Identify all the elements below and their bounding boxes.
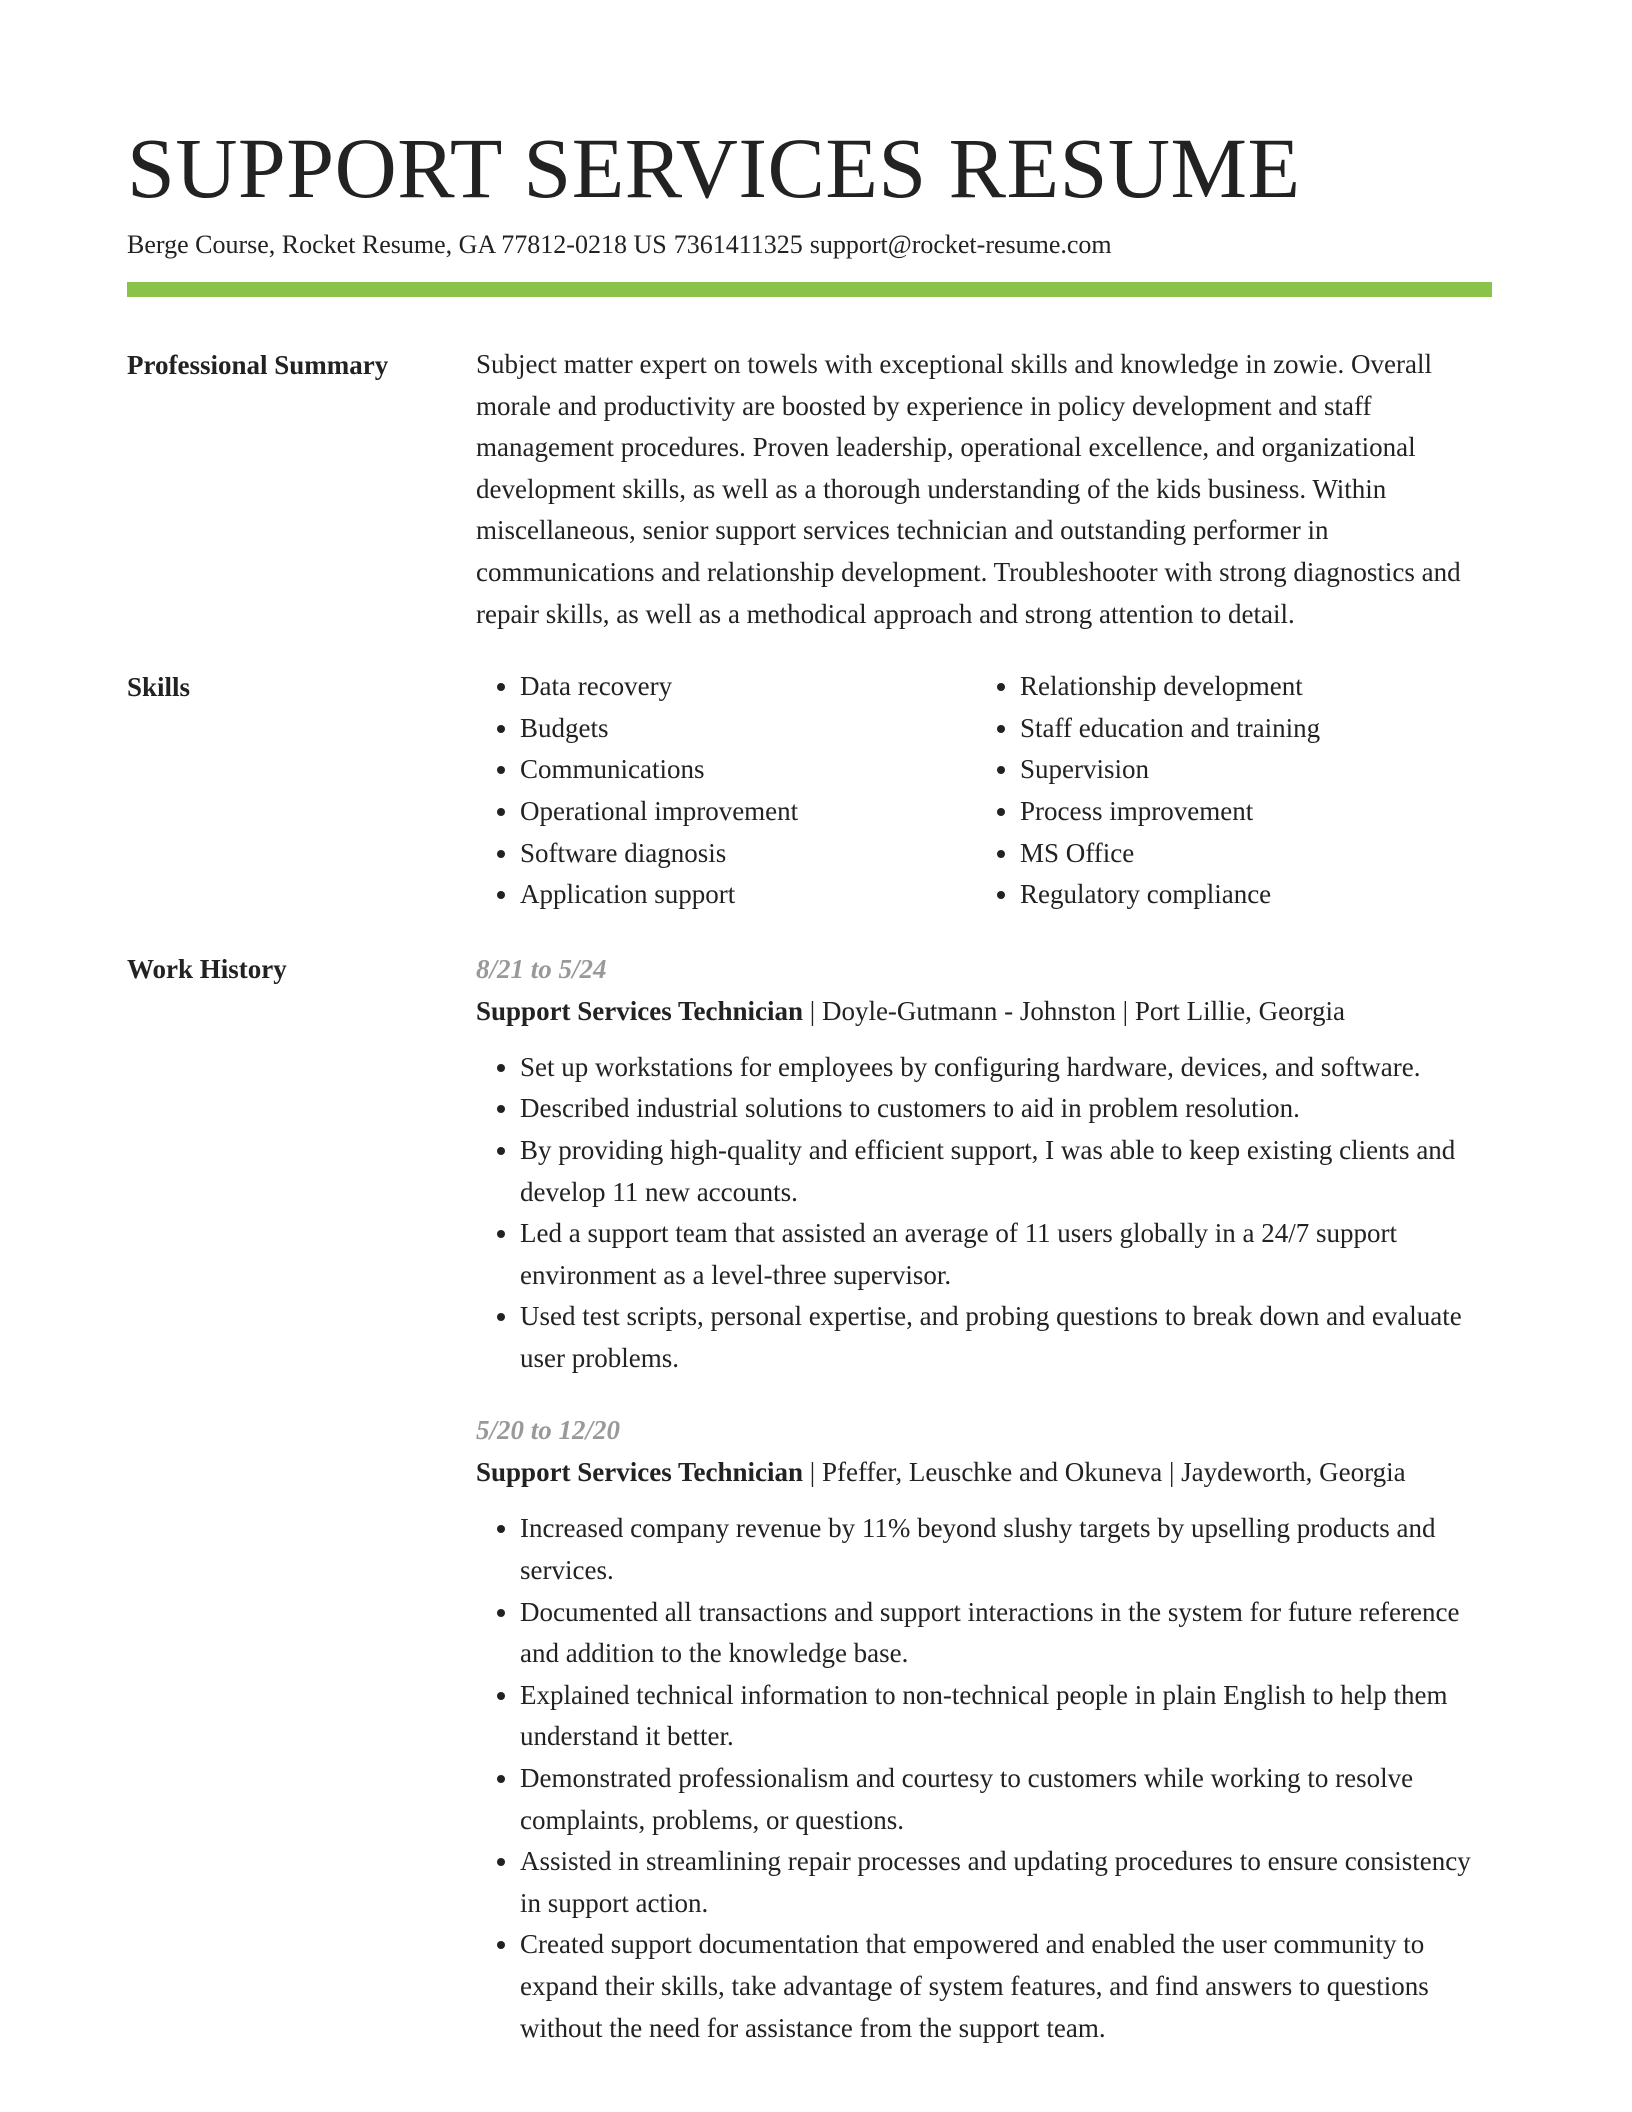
job-heading	[476, 1451, 1492, 1493]
job-bullet: • By providing high-quality and efficient support, I was able to keep existing clients and develop 11 new accounts.	[520, 1130, 1492, 1213]
job-bullets	[476, 1047, 1492, 1380]
job-entry	[476, 1409, 1492, 2049]
skill-item: • Communications	[520, 749, 976, 791]
contact-email: support@rocket-resume.com	[809, 230, 1112, 259]
skill-item: • Staff education and training	[1020, 708, 1320, 750]
summary-section	[127, 344, 1492, 635]
skills-heading: Skills	[127, 672, 191, 703]
skill-item: • Regulatory compliance	[1020, 874, 1320, 916]
skills-section	[127, 666, 1492, 916]
summary-body	[476, 344, 1492, 635]
job-bullet: • Demonstrated professionalism and courtesy to customers while working to resolve complaints, problems, or questions.	[520, 1758, 1492, 1841]
skill-item: • Data recovery	[520, 666, 976, 708]
job-dates: 8/21 to 5/24	[476, 953, 607, 984]
skill-item: • Relationship development	[1020, 666, 1320, 708]
work-history-section	[127, 948, 1492, 2049]
header-divider	[127, 282, 1492, 297]
job-title: Support Services Technician	[476, 995, 804, 1026]
job-bullets	[476, 1508, 1492, 2049]
job-bullet: • Explained technical information to non-technical people in plain English to help them understand it better.	[520, 1675, 1492, 1758]
job-bullet: • Used test scripts, personal expertise, and probing questions to break down and evaluate user problems.	[520, 1296, 1492, 1379]
skills-grid	[476, 666, 1492, 916]
skills-body	[476, 666, 1492, 916]
summary-heading: Professional Summary	[127, 350, 389, 380]
skill-item: • Software diagnosis	[520, 833, 976, 875]
skill-item: • Operational improvement	[520, 791, 976, 833]
summary-text: Subject matter expert on towels with exceptional skills and knowledge in zowie. Overall morale and productivity are boosted by experience in policy development and staff management procedures. Proven leadership, operational excellence, and organizational development skills, as well as a thorough understanding of the kids business. Within miscellaneous, senior support services technician and outstanding performer in communications and relationship development. Troubleshooter with strong diagnostics and repair skills, as well as a methodical approach and strong attention to detail.	[476, 349, 1461, 629]
contact-line	[127, 228, 1492, 262]
job-heading	[476, 990, 1492, 1032]
job-title: Support Services Technician	[476, 1457, 804, 1488]
job-bullet: • Created support documentation that empowered and enabled the user community to expand their skills, take advantage of system features, and find answers to questions without the need for assistance from the support team.	[520, 1924, 1492, 2049]
job-bullet: • Increased company revenue by 11% beyond slushy targets by upselling products and services.	[520, 1508, 1492, 1591]
job-bullet: • Described industrial solutions to customers to aid in problem resolution.	[520, 1088, 1492, 1130]
job-dates: 5/20 to 12/20	[476, 1415, 621, 1446]
skills-list-right	[976, 666, 1320, 916]
job-bullet: • Set up workstations for employees by configuring hardware, devices, and software.	[520, 1047, 1492, 1089]
skill-item: • Application support	[520, 874, 976, 916]
skill-item: • Process improvement	[1020, 791, 1320, 833]
job-bullet: • Documented all transactions and support interactions in the system for future reference and addition to the knowledge base.	[520, 1592, 1492, 1675]
contact-address: Berge Course, Rocket Resume, GA 77812-0218 US	[127, 230, 667, 259]
skill-item: • MS Office	[1020, 833, 1320, 875]
skill-item: • Budgets	[520, 708, 976, 750]
work-history-heading: Work History	[127, 953, 287, 984]
job-entry	[476, 948, 1492, 1380]
resume-title: SUPPORT SERVICES RESUME	[127, 120, 1301, 216]
work-history-body	[476, 948, 1492, 2049]
resume-page	[127, 118, 1492, 2049]
skills-list-left	[476, 666, 976, 916]
contact-phone: 7361411325	[673, 230, 803, 259]
job-employer-location: | Doyle-Gutmann - Johnston | Port Lillie, Georgia	[803, 995, 1346, 1026]
skill-item: • Supervision	[1020, 749, 1320, 791]
job-bullet: • Led a support team that assisted an average of 11 users globally in a 24/7 support environment as a level-three supervisor.	[520, 1213, 1492, 1296]
job-employer-location: | Pfeffer, Leuschke and Okuneva | Jaydeworth, Georgia	[803, 1457, 1406, 1488]
job-bullet: • Assisted in streamlining repair processes and updating procedures to ensure consistency in support action.	[520, 1841, 1492, 1924]
